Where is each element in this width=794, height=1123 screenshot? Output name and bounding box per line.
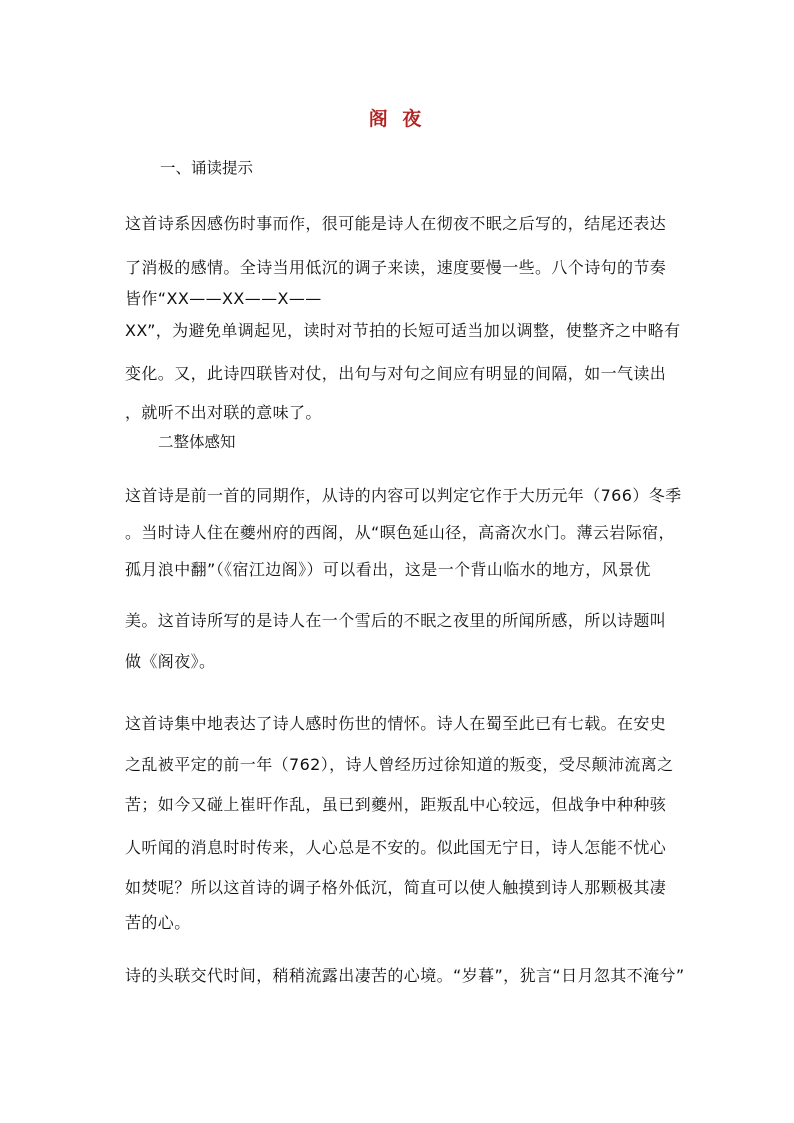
paragraph-line: 了消极的感情。全诗当用低沉的调子来读，速度要慢一些。八个诗句的节奏	[125, 258, 667, 277]
paragraph-line: 做《阁夜》。	[125, 652, 216, 671]
paragraph-line: 。当时诗人住在夔州府的西阁，从“暝色延山径，高斋次水门。薄云岩际宿，	[125, 523, 675, 542]
paragraph-line: 这首诗系因感伤时事而作，很可能是诗人在彻夜不眠之后写的，结尾还表达	[125, 214, 667, 233]
paragraph-line: 变化。又，此诗四联皆对仗，出句与对句之间应有明显的间隔，如一气读出	[125, 364, 667, 383]
document-title: 阁 夜	[368, 108, 426, 130]
paragraph-line: 如焚呢？所以这首诗的调子格外低沉，简直可以使人触摸到诗人那颗极其凄	[125, 878, 667, 897]
paragraph-line: 这首诗是前一首的同期作，从诗的内容可以判定它作于大历元年（766）冬季	[125, 486, 682, 505]
section-heading-reading-tips: 一、诵读提示	[160, 159, 254, 177]
paragraph-line: 苦；如今又碰上崔旰作乱，虽已到夔州，距叛乱中心较远，但战争中种种骇	[125, 795, 667, 814]
section-heading-overall: 二整体感知	[158, 433, 236, 451]
paragraph-line: 之乱被平定的前一年（762），诗人曾经历过徐知道的叛变，受尽颠沛流离之	[125, 755, 674, 774]
paragraph-line: 美。这首诗所写的是诗人在一个雪后的不眠之夜里的所闻所感，所以诗题叫	[125, 611, 667, 630]
paragraph-line: 这首诗集中地表达了诗人感时伤世的情怀。诗人在蜀至此已有七载。在安史	[125, 714, 667, 733]
paragraph-line: 孤月浪中翻”（《宿江边阁》）可以看出，这是一个背山临水的地方，风景优	[125, 560, 651, 579]
paragraph-line: XX”，为避免单调起见，读时对节拍的长短可适当加以调整，使整齐之中略有	[125, 321, 681, 340]
paragraph-line: 苦的心。	[125, 913, 191, 932]
paragraph-line: 人听闻的消息时时传来，人心总是不安的。似此国无宁日，诗人怎能不忧心	[125, 838, 667, 857]
paragraph-line: 诗的头联交代时间，稍稍流露出凄苦的心境。“岁暮”，犹言“日月忽其不淹兮”	[125, 966, 685, 985]
paragraph-line: ，就听不出对联的意味了。	[125, 403, 322, 422]
paragraph-line: 皆作“XX——XX——X——	[125, 289, 322, 308]
